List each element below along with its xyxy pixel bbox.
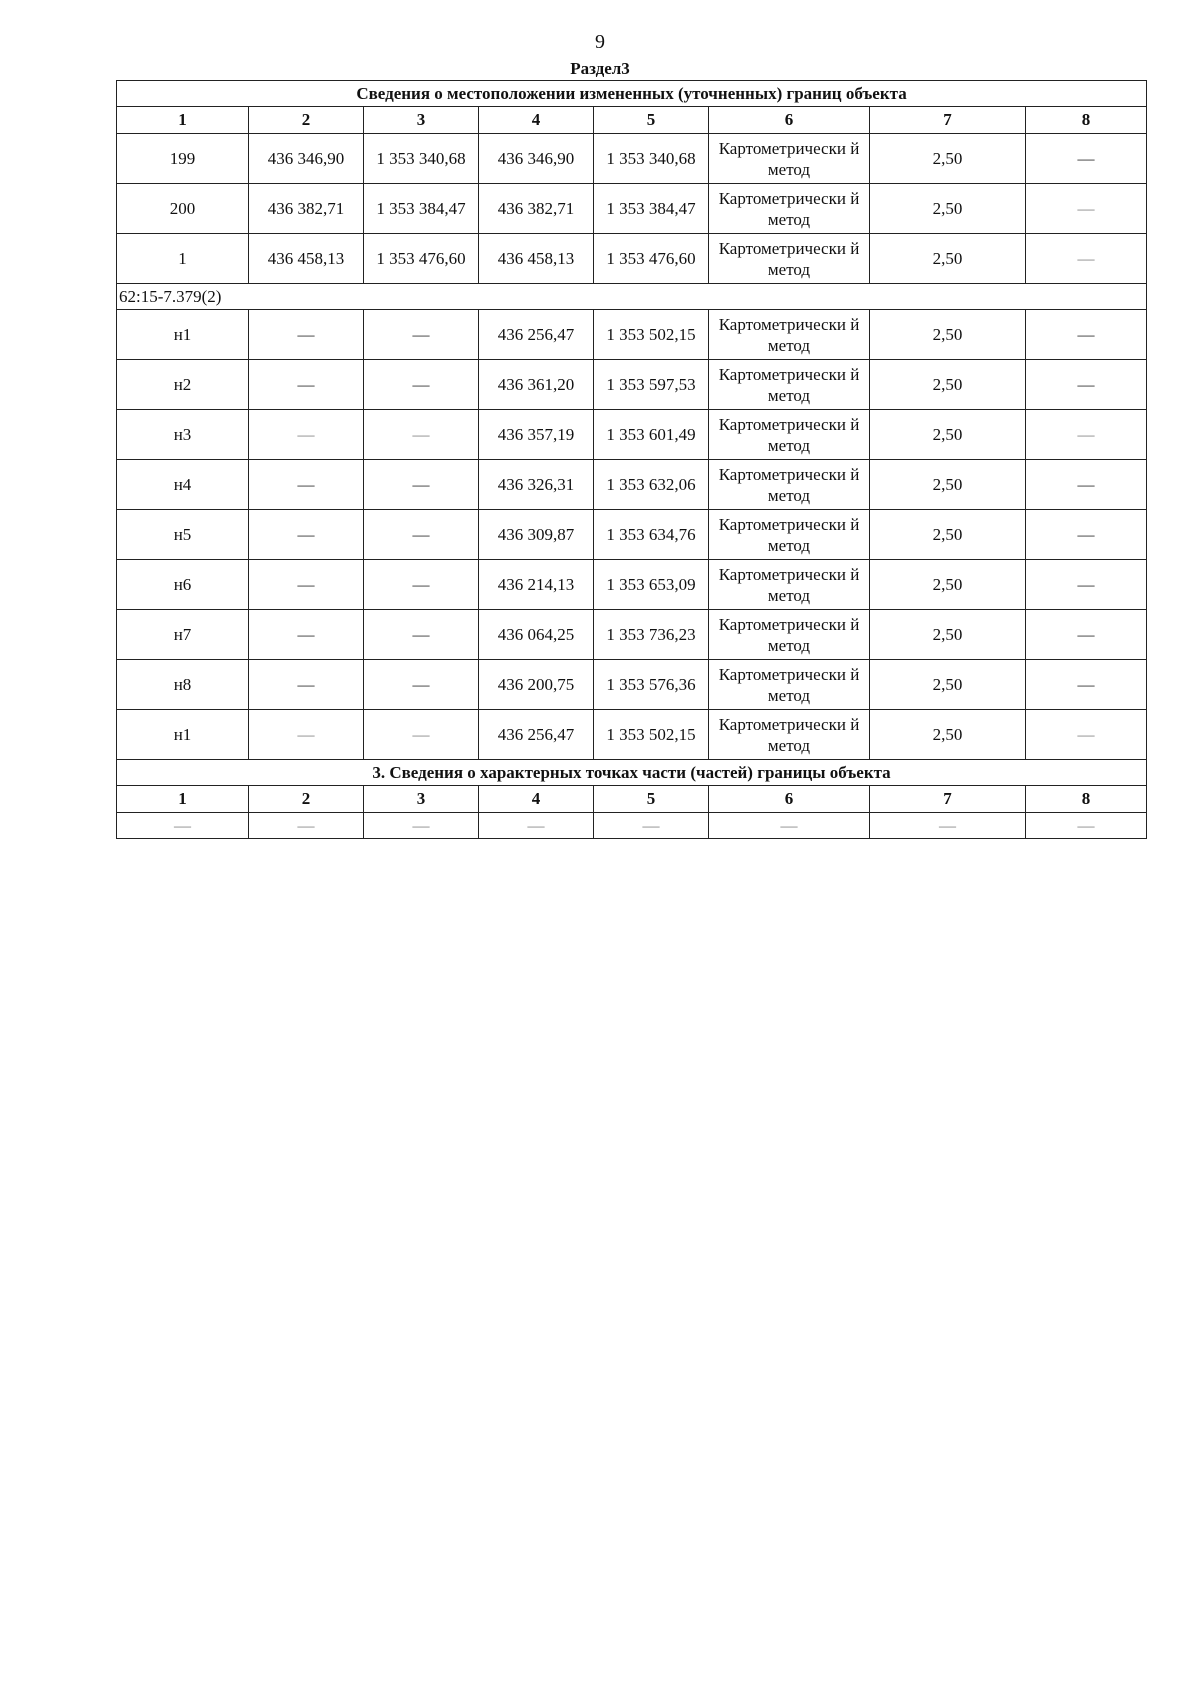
method-cell: Картометрически й метод [709, 184, 870, 234]
table-row [117, 460, 1147, 510]
parcel-group-row [117, 284, 1147, 310]
empty-cell: — [249, 813, 364, 839]
y-existing: — [364, 310, 479, 360]
x-existing: — [249, 510, 364, 560]
x-refined: 436 361,20 [479, 360, 594, 410]
accuracy-cell: 2,50 [870, 560, 1026, 610]
x-existing: — [249, 460, 364, 510]
x-existing: 436 458,13 [249, 234, 364, 284]
description-cell: — [1026, 560, 1147, 610]
y-refined: 1 353 502,15 [594, 710, 709, 760]
x-existing: — [249, 610, 364, 660]
y-refined: 1 353 384,47 [594, 184, 709, 234]
x-existing: — [249, 360, 364, 410]
y-existing: 1 353 340,68 [364, 134, 479, 184]
method-cell: Картометрически й метод [709, 234, 870, 284]
accuracy-cell: 2,50 [870, 660, 1026, 710]
column-header: 3 [364, 786, 479, 813]
y-refined: 1 353 340,68 [594, 134, 709, 184]
description-cell: — [1026, 234, 1147, 284]
x-refined: 436 357,19 [479, 410, 594, 460]
x-refined: 436 200,75 [479, 660, 594, 710]
y-refined: 1 353 736,23 [594, 610, 709, 660]
x-refined: 436 458,13 [479, 234, 594, 284]
description-cell: — [1026, 410, 1147, 460]
column-header: 5 [594, 786, 709, 813]
x-existing: 436 346,90 [249, 134, 364, 184]
column-header: 7 [870, 107, 1026, 134]
description-cell: — [1026, 184, 1147, 234]
subsection-empty-row [117, 813, 1147, 839]
point-number: н7 [117, 610, 249, 660]
description-cell: — [1026, 510, 1147, 560]
x-existing: — [249, 310, 364, 360]
empty-cell: — [709, 813, 870, 839]
y-existing: — [364, 610, 479, 660]
description-cell: — [1026, 660, 1147, 710]
table-row [117, 234, 1147, 284]
column-header: 7 [870, 786, 1026, 813]
accuracy-cell: 2,50 [870, 134, 1026, 184]
accuracy-cell: 2,50 [870, 610, 1026, 660]
x-refined: 436 256,47 [479, 310, 594, 360]
method-cell: Картометрически й метод [709, 410, 870, 460]
subsection-title-row [117, 760, 1147, 786]
accuracy-cell: 2,50 [870, 510, 1026, 560]
accuracy-cell: 2,50 [870, 184, 1026, 234]
table-row [117, 410, 1147, 460]
column-header: 1 [117, 107, 249, 134]
description-cell: — [1026, 460, 1147, 510]
method-cell: Картометрически й метод [709, 360, 870, 410]
accuracy-cell: 2,50 [870, 410, 1026, 460]
empty-cell: — [364, 813, 479, 839]
point-number: 200 [117, 184, 249, 234]
x-existing: — [249, 410, 364, 460]
x-refined: 436 064,25 [479, 610, 594, 660]
point-number: н5 [117, 510, 249, 560]
x-existing: — [249, 560, 364, 610]
point-number: 1 [117, 234, 249, 284]
y-refined: 1 353 597,53 [594, 360, 709, 410]
boundary-table [116, 80, 1147, 839]
description-cell: — [1026, 310, 1147, 360]
column-header: 3 [364, 107, 479, 134]
x-refined: 436 256,47 [479, 710, 594, 760]
description-cell: — [1026, 134, 1147, 184]
column-header: 6 [709, 107, 870, 134]
x-existing: 436 382,71 [249, 184, 364, 234]
y-refined: 1 353 476,60 [594, 234, 709, 284]
y-existing: — [364, 560, 479, 610]
point-number: н2 [117, 360, 249, 410]
method-cell: Картометрически й метод [709, 660, 870, 710]
column-header: 2 [249, 786, 364, 813]
accuracy-cell: 2,50 [870, 460, 1026, 510]
method-cell: Картометрически й метод [709, 710, 870, 760]
empty-cell: — [1026, 813, 1147, 839]
y-existing: — [364, 460, 479, 510]
point-number: н3 [117, 410, 249, 460]
column-header: 8 [1026, 107, 1147, 134]
table-row [117, 134, 1147, 184]
point-number: н8 [117, 660, 249, 710]
subsection-title: 3. Сведения о характерных точках части (частей) границы объекта [117, 760, 1147, 786]
subsection-header-row [117, 786, 1147, 813]
point-number: н4 [117, 460, 249, 510]
y-existing: — [364, 360, 479, 410]
y-existing: 1 353 384,47 [364, 184, 479, 234]
table-row [117, 710, 1147, 760]
x-refined: 436 214,13 [479, 560, 594, 610]
point-number: н1 [117, 710, 249, 760]
accuracy-cell: 2,50 [870, 360, 1026, 410]
column-header: 4 [479, 107, 594, 134]
method-cell: Картометрически й метод [709, 560, 870, 610]
table-row [117, 360, 1147, 410]
y-existing: — [364, 510, 479, 560]
column-header: 8 [1026, 786, 1147, 813]
description-cell: — [1026, 610, 1147, 660]
method-cell: Картометрически й метод [709, 460, 870, 510]
method-cell: Картометрически й метод [709, 310, 870, 360]
y-existing: — [364, 710, 479, 760]
y-existing: — [364, 660, 479, 710]
x-existing: — [249, 710, 364, 760]
x-refined: 436 346,90 [479, 134, 594, 184]
x-existing: — [249, 660, 364, 710]
accuracy-cell: 2,50 [870, 310, 1026, 360]
y-refined: 1 353 653,09 [594, 560, 709, 610]
parcel-group-label: 62:15-7.379(2) [117, 284, 1147, 310]
description-cell: — [1026, 360, 1147, 410]
column-header: 2 [249, 107, 364, 134]
method-cell: Картометрически й метод [709, 510, 870, 560]
column-header: 4 [479, 786, 594, 813]
column-header: 6 [709, 786, 870, 813]
empty-cell: — [594, 813, 709, 839]
empty-cell: — [870, 813, 1026, 839]
column-header: 1 [117, 786, 249, 813]
column-header-row [117, 107, 1147, 134]
x-refined: 436 382,71 [479, 184, 594, 234]
section-title: Раздел3 [570, 59, 630, 78]
table-row [117, 560, 1147, 610]
table-title-row [117, 81, 1147, 107]
table-row [117, 610, 1147, 660]
column-header: 5 [594, 107, 709, 134]
x-refined: 436 309,87 [479, 510, 594, 560]
table-row [117, 184, 1147, 234]
page-number: 9 [595, 31, 605, 53]
y-refined: 1 353 632,06 [594, 460, 709, 510]
y-existing: — [364, 410, 479, 460]
method-cell: Картометрически й метод [709, 134, 870, 184]
y-refined: 1 353 634,76 [594, 510, 709, 560]
table-row [117, 510, 1147, 560]
method-cell: Картометрически й метод [709, 610, 870, 660]
y-refined: 1 353 502,15 [594, 310, 709, 360]
accuracy-cell: 2,50 [870, 234, 1026, 284]
point-number: н1 [117, 310, 249, 360]
table-row [117, 660, 1147, 710]
y-refined: 1 353 576,36 [594, 660, 709, 710]
table-title: Сведения о местоположении измененных (уточненных) границ объекта [117, 81, 1147, 107]
empty-cell: — [479, 813, 594, 839]
accuracy-cell: 2,50 [870, 710, 1026, 760]
empty-cell: — [117, 813, 249, 839]
table-row [117, 310, 1147, 360]
point-number: н6 [117, 560, 249, 610]
y-refined: 1 353 601,49 [594, 410, 709, 460]
x-refined: 436 326,31 [479, 460, 594, 510]
y-existing: 1 353 476,60 [364, 234, 479, 284]
description-cell: — [1026, 710, 1147, 760]
point-number: 199 [117, 134, 249, 184]
